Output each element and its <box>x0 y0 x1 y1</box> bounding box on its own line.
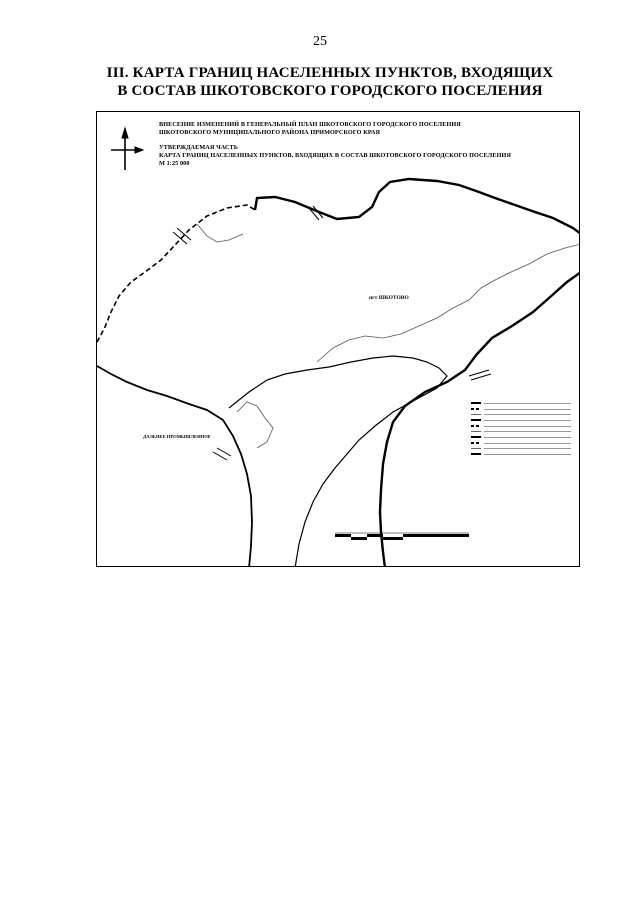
road-line-2 <box>237 402 273 448</box>
river-line <box>317 244 580 362</box>
map-legend <box>471 402 571 459</box>
settlement-boundary-main <box>255 179 580 567</box>
road-line <box>197 224 243 242</box>
legend-row <box>471 402 571 404</box>
legend-row <box>471 453 571 455</box>
page-title <box>60 64 600 100</box>
compass-rose-icon <box>111 128 143 170</box>
boundary-map <box>96 111 580 567</box>
town-label-secondary: ДАЛЬНЕЕ ПРОМЫШЛЕННОЕ <box>143 434 211 439</box>
legend-row <box>471 442 571 444</box>
town-label-shkotovo: пгт ШКОТОВО <box>369 295 409 301</box>
map-header-line-4: КАРТА ГРАНИЦ НАСЕЛЕННЫХ ПУНКТОВ, ВХОДЯЩИХ В СОСТАВ ШКОТОВСКОГО ГОРОДСКОГО ПОСЕЛЕНИЯ <box>159 152 512 159</box>
title-line-1: III. КАРТА ГРАНИЦ НАСЕЛЕННЫХ ПУНКТОВ, ВХОДЯЩИХ <box>106 65 554 81</box>
legend-row <box>471 425 571 427</box>
legend-row <box>471 408 571 410</box>
map-header-line-3: УТВЕРЖДАЕМАЯ ЧАСТЬ <box>159 144 238 151</box>
title-line-2: В СОСТАВ ШКОТОВСКОГО ГОРОДСКОГО ПОСЕЛЕНИЯ <box>117 83 543 99</box>
map-header-line-2: ШКОТОВСКОГО МУНИЦИПАЛЬНОГО РАЙОНА ПРИМОРСКОГО КРАЯ <box>159 129 381 136</box>
page-number: 25 <box>313 34 327 49</box>
coastline-left <box>97 366 252 567</box>
map-scale: М 1:25 000 <box>159 160 190 167</box>
legend-row <box>471 448 571 449</box>
map-header-line-1: ВНЕСЕНИЕ ИЗМЕНЕНИЙ В ГЕНЕРАЛЬНЫЙ ПЛАН ШКОТОВСКОГО ГОРОДСКОГО ПОСЕЛЕНИЯ <box>159 121 461 128</box>
legend-row <box>471 419 571 421</box>
map-header <box>159 121 569 168</box>
map-drawing <box>97 112 580 567</box>
legend-row <box>471 431 571 432</box>
legend-row <box>471 436 571 438</box>
boundary-hatches <box>173 206 491 460</box>
scale-bar <box>335 530 469 542</box>
legend-row <box>471 414 571 415</box>
settlement-boundary-dashed <box>97 205 255 342</box>
